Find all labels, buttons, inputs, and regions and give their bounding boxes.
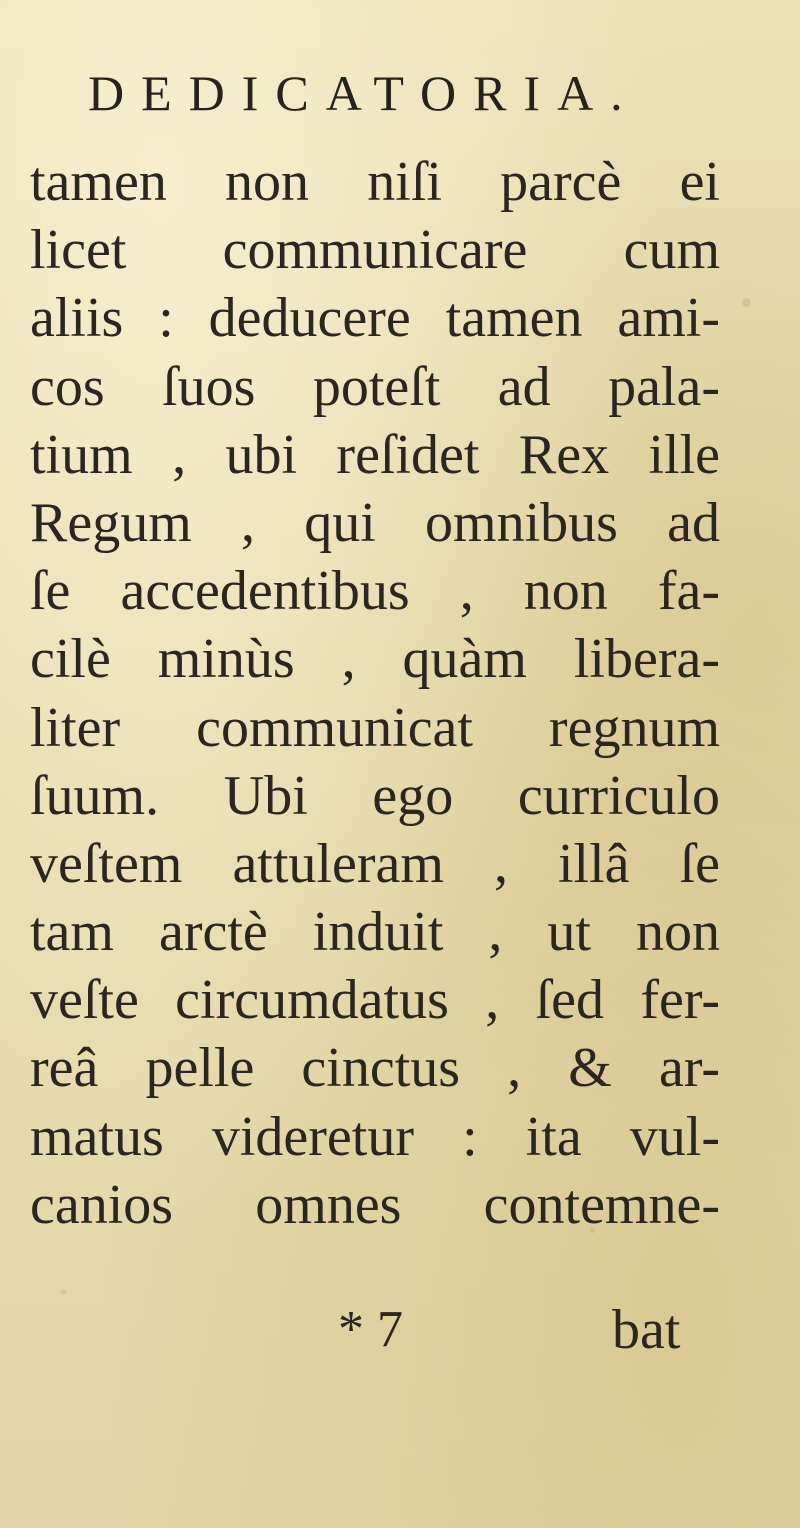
paper-stain: [60, 1290, 67, 1294]
text-line: tamen non niſi parcè ei: [30, 151, 720, 213]
text-line: canios omnes contemne-: [30, 1173, 720, 1236]
text-line: veſtem attuleram , illâ ſe: [30, 832, 720, 895]
paper-stain: [742, 298, 751, 307]
text-line: veſte circumdatus , ſed fer-: [30, 969, 720, 1032]
page-footer: [0, 1296, 800, 1366]
text-line: ſuum. Ubi ego curriculo: [30, 764, 720, 827]
text-line: licet communicare cum: [30, 219, 720, 282]
catchword: bat: [612, 1299, 681, 1361]
running-title: DEDICATORIA.: [88, 65, 640, 121]
text-line: aliis : deducere tamen ami-: [30, 287, 720, 350]
text-line: liter communicat regnum: [30, 696, 720, 759]
text-line: matus videretur : ita vul-: [30, 1105, 720, 1168]
body-text: [30, 148, 720, 1239]
text-line: cilè minùs , quàm libera-: [30, 628, 720, 691]
text-line: tium , ubi reſidet Rex ille: [30, 423, 720, 486]
signature-mark: * 7: [338, 1301, 403, 1358]
text-line: tam arctè induit , ut non: [30, 901, 720, 964]
text-line: cos ſuos poteſt ad pala-: [30, 355, 720, 418]
text-line: Regum , qui omnibus ad: [30, 491, 720, 554]
text-line: ſe accedentibus , non fa-: [30, 560, 720, 623]
text-line: reâ pelle cinctus , & ar-: [30, 1037, 720, 1100]
